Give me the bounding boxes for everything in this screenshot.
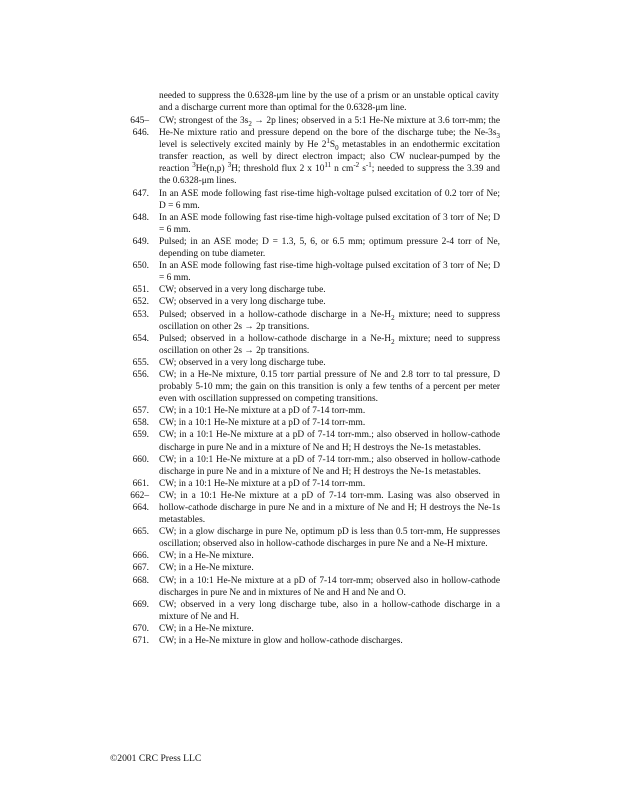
note-number: 658. [132,418,149,429]
note-item [110,284,500,296]
note-text: CW; in a He-Ne mixture. [159,563,254,574]
note-text: CW; in a He-Ne mixture in glow and hollow-cathode discharges. [159,636,403,647]
note-item [110,188,500,212]
note-item [110,417,500,429]
note-number: 653. [132,309,149,320]
note-number: 652. [132,297,149,308]
note-text: CW; in a 10:1 He-Ne mixture at a pD of 7-14 torr-mm.; also observed in hollow-cathode discharge in pure Ne and in a mixture of Ne and H; H destroys the Ne-1s metastables. [159,430,500,453]
note-text: CW; in a 10:1 He-Ne mixture at a pD of 7-14 torr-mm. [159,418,366,429]
note-item [110,236,500,260]
note-number: 665. [132,527,149,538]
note-item [110,454,500,478]
note-text: CW; in a 10:1 He-Ne mixture at a pD of 7-14 torr-mm; observed also in hollow-cathode discharges in pure Ne and in mixtures of Ne and H and Ne and O. [159,575,500,598]
note-number: 657. [132,406,149,417]
note-item [110,212,500,236]
note-item [110,478,500,490]
note-text: In an ASE mode following fast rise-time high-voltage pulsed excitation of 3 torr of Ne; D = 6 mm. [159,212,500,235]
note-text: In an ASE mode following fast rise-time high-voltage pulsed excitation of 3 torr of Ne; D = 6 mm. [159,261,500,284]
note-text: Pulsed; observed in a hollow-cathode discharge in a $Ne-H_2$ mixture; need to suppress oscillation on other 2s → 2p transitions. [159,309,501,332]
note-item [110,309,500,333]
note-text: CW; observed in a very long discharge tube. [159,297,326,308]
note-item [110,357,500,369]
note-item [110,490,500,526]
note-text: CW; in a 10:1 He-Ne mixture at a pD of 7-14 torr-mm. [159,478,366,489]
note-text: CW; in a 10:1 He-Ne mixture at a pD of 7-14 torr-mm. Lasing was also observed in hollow-cathode discharge in pure Ne and in a mixture of Ne and H; H destroys the Ne-1s metastables. [159,490,500,526]
note-text: CW; observed in a very long discharge tube. [159,285,326,296]
note-item [110,333,500,357]
note-text: CW; in a 10:1 He-Ne mixture at a pD of 7-14 torr-mm.; also observed in hollow-cathode discharge in pure Ne and in a mixture of Ne and H; H destroys the Ne-1s metastables. [159,454,500,477]
note-number: 666. [132,551,149,562]
note-item [110,526,500,550]
copyright-footer: ©2001 CRC Press LLC [110,753,202,764]
note-item [110,429,500,453]
note-item [110,562,500,574]
note-number: 670. [132,623,149,634]
note-text: CW; in a 10:1 He-Ne mixture at a pD of 7-14 torr-mm. [159,406,366,417]
note-item [110,623,500,635]
note-item [110,296,500,308]
note-text: In an ASE mode following fast rise-time high-voltage pulsed excitation of 0.2 torr of Ne; D = 6 mm. [159,188,500,211]
note-number: 655. [132,357,149,368]
note-item [110,550,500,562]
note-item [110,575,500,599]
note-number: 647. [132,188,149,199]
note-text: CW; in a He-Ne mixture, 0.15 torr partial pressure of Ne and 2.8 torr to tal pressure, D probably 5-10 mm; the gain on this transition is only a few tenths of a percent per meter even with oscillation suppressed on competing transitions. [159,369,500,405]
note-item [110,635,500,647]
note-number: 667. [132,563,149,574]
note-text: CW; strongest of the $3s_2 \to 2p$ lines; observed in a 5:1 He-Ne mixture at 3.6 torr-mm; the He-Ne mixture ratio and pressure depend on the bore of the discharge tube; the $Ne-3s_3$ level is selectively excited mainly by He $2^1S_0$ metastables in an endothermic excitation transfer reaction, as well by direct electron impact; also CW nuclear-pumped by the reaction $^3$He(n,p) $^3$H; threshold flux 2 x $10^{11}$ n $cm^{-2}$ $s^{-1}$; needed to suppress the 3.39 and the 0.6328-μm lines. [159,116,501,187]
note-text: Pulsed; in an ASE mode; D = 1.3, 5, 6, or 6.5 mm; optimum pressure 2-4 torr of Ne, depending on tube diameter. [159,236,500,260]
note-text: Pulsed; observed in a hollow-cathode discharge in a $Ne-H_2$ mixture; need to suppress oscillation on other 2s → 2p transitions. [159,333,501,356]
note-number: 654. [132,333,149,344]
note-number: 661. [132,478,149,489]
note-text: CW; in a glow discharge in pure Ne, optimum pD is less than 0.5 torr-mm, He suppresses oscillation; observed also in hollow-cathode discharges in pure Ne and a Ne-H mixture. [159,527,500,550]
note-number: 662– 664. [130,490,149,513]
note-number: 649. [132,236,149,247]
note-item [110,599,500,623]
note-number: 659. [132,430,149,441]
note-item [110,405,500,417]
note-number: 660. [132,454,149,465]
note-number: 651. [132,285,149,296]
note-text: CW; in a He-Ne mixture. [159,551,254,562]
notes-list [110,115,500,647]
continued-note-text: needed to suppress the 0.6328-μm line by the use of a prism or an unstable optical cavity and a discharge current more than optimal for the 0.6328-μm line. [159,91,499,114]
note-number: 669. [132,599,149,610]
note-item [110,369,500,405]
note-number: 671. [132,636,149,647]
note-number: 656. [132,369,149,380]
note-number: 648. [132,212,149,223]
note-number: 650. [132,261,149,272]
note-number: 645– 646. [130,116,149,139]
note-number: 668. [132,575,149,586]
note-item [110,115,500,188]
note-text: CW; observed in a very long discharge tube, also in a hollow-cathode discharge in a mixture of Ne and H. [159,599,500,622]
note-item [110,260,500,284]
note-text: CW; in a He-Ne mixture. [159,623,254,634]
note-text: CW; observed in a very long discharge tube. [159,357,326,368]
